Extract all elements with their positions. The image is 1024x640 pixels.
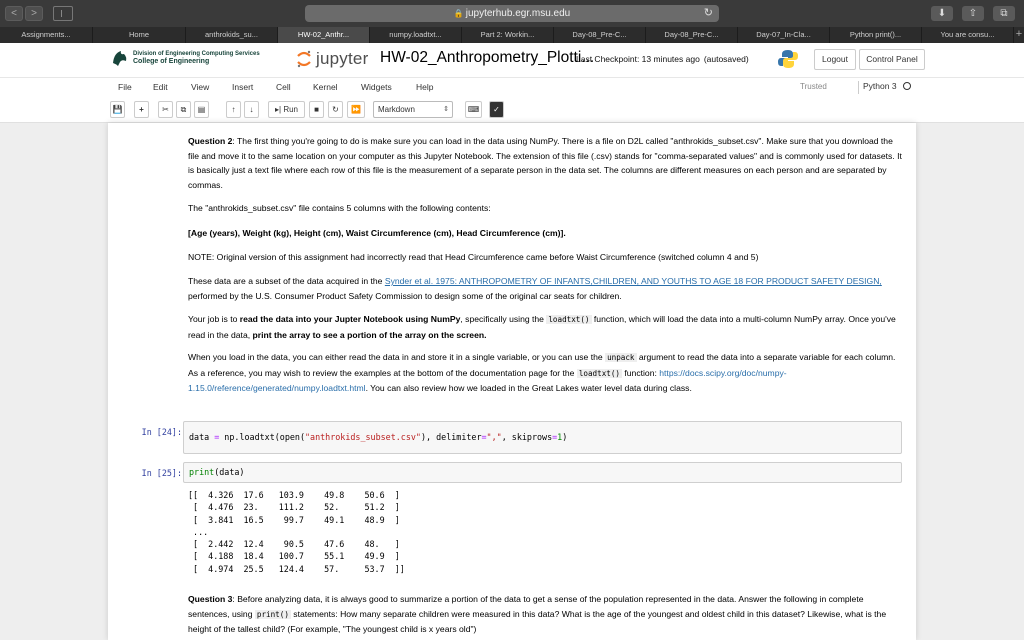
forward-button[interactable]: > bbox=[25, 6, 43, 21]
job-text-a: Your job is to bbox=[188, 314, 240, 324]
control-panel-button[interactable]: Control Panel bbox=[859, 49, 925, 70]
cell-type-value: Markdown bbox=[378, 105, 415, 114]
sidebar-toggle-icon[interactable] bbox=[53, 6, 73, 21]
paste-icon[interactable]: ▤ bbox=[194, 101, 209, 118]
browser-tab[interactable]: anthrokids_su... bbox=[186, 27, 278, 43]
menu-file[interactable]: File bbox=[118, 82, 132, 92]
restart-icon[interactable]: ↻ bbox=[328, 101, 343, 118]
numpy-docs-link[interactable]: https://docs.scipy.org/doc/numpy-1.15.0/reference/generated/numpy.loadtxt.html bbox=[188, 367, 787, 394]
tab-bar bbox=[0, 27, 1024, 43]
trusted-indicator[interactable]: Trusted bbox=[800, 82, 827, 91]
checkpoint-text: Last Checkpoint: 13 minutes ago bbox=[576, 54, 700, 64]
menu-edit[interactable]: Edit bbox=[153, 82, 168, 92]
kernel-indicator bbox=[858, 81, 911, 94]
interrupt-icon[interactable]: ■ bbox=[309, 101, 324, 118]
loadtxt-code: loadtxt() bbox=[548, 315, 590, 324]
code-token: ) bbox=[562, 432, 568, 442]
cut-icon[interactable]: ✂ bbox=[158, 101, 173, 118]
run-button[interactable] bbox=[268, 101, 305, 118]
python-logo-icon bbox=[778, 49, 798, 69]
markdown-cell-q3[interactable] bbox=[188, 592, 902, 637]
address-bar[interactable] bbox=[305, 5, 719, 22]
job-text-c: , specifically using the bbox=[460, 314, 547, 324]
notebook-toolbar bbox=[0, 97, 1024, 123]
browser-tab-active[interactable]: HW-02_Anthr... bbox=[278, 27, 370, 43]
menu-widgets[interactable]: Widgets bbox=[361, 82, 392, 92]
code-token: data bbox=[189, 432, 215, 442]
code-token: ), delimiter bbox=[420, 432, 482, 442]
note-paragraph: NOTE: Original version of this assignment had incorrectly read that Head Circumference came before Waist Circumference (switched column 4 and 5) bbox=[188, 252, 759, 262]
menu-help[interactable]: Help bbox=[416, 82, 434, 92]
question-3-text-b: statements: How many separate children were measured in this data? What is the age of the youngest and oldest child in this dataset? Likewise, what is the height of the tallest child? (For example, "The youngest child is x years old") bbox=[188, 608, 887, 635]
command-palette-icon[interactable]: ⌨ bbox=[465, 101, 482, 118]
code-token: "," bbox=[486, 432, 502, 442]
markdown-cell-q2-intro[interactable] bbox=[188, 134, 902, 192]
autosave-status: (autosaved) bbox=[703, 54, 749, 64]
back-button[interactable]: < bbox=[5, 6, 23, 21]
url-text: jupyterhub.egr.msu.edu bbox=[465, 8, 571, 19]
source-text-a: These data are a subset of the data acquired in the bbox=[188, 276, 385, 286]
unpack-text-d: . You can also review how we loaded in the Great Lakes water level data during class. bbox=[365, 383, 692, 394]
question-2-text: : The first thing you're going to do is make sure you can load in the data using NumPy. There is a file on D2L called "anthrokids_subset.csv". Make sure that you download the file and move it to the same location on your computer as this Jupyter Notebook. The extension of this file (.csv) stands for "comma-separated values" and is commonly used for datasets. It is basically just a text file where each row of this file is the measurement of a separate person in the data set. The columns are different measures on each person and are separated by commas. bbox=[188, 136, 902, 190]
insert-cell-icon[interactable]: + bbox=[134, 101, 149, 118]
job-bold-2: print the array to see a portion of the array on the screen. bbox=[252, 329, 487, 340]
menu-cell[interactable]: Cell bbox=[276, 82, 291, 92]
code-token: (data) bbox=[214, 467, 245, 477]
browser-titlebar bbox=[0, 0, 1024, 27]
browser-tab[interactable]: You are consu... bbox=[922, 27, 1014, 43]
job-paragraph bbox=[188, 312, 902, 342]
job-text-d: function, which will load the data into a multi-column NumPy array. Once you've read in the data, bbox=[188, 314, 896, 340]
move-up-icon[interactable]: ↑ bbox=[226, 101, 241, 118]
checkpoint-status bbox=[576, 54, 749, 64]
unpack-code: unpack bbox=[607, 353, 635, 362]
browser-tab[interactable]: Day-08_Pre-C... bbox=[554, 27, 646, 43]
code-token: "anthrokids_subset.csv" bbox=[305, 432, 421, 442]
markdown-paragraph: The "anthrokids_subset.csv" file contains 5 columns with the following contents: bbox=[188, 203, 491, 213]
browser-tab[interactable]: Python print()... bbox=[830, 27, 922, 43]
browser-tab[interactable]: Part 2: Workin... bbox=[462, 27, 554, 43]
synder-link[interactable]: Synder et al. 1975: ANTHROPOMETRY OF INFANTS,CHILDREN, AND YOUTHS TO AGE 18 FOR PRODUCT SAFETY DESIGN, bbox=[384, 276, 882, 286]
unpack-text-c: function: bbox=[622, 367, 660, 378]
unpack-paragraph bbox=[188, 350, 902, 396]
code-cell-loadtxt[interactable] bbox=[183, 421, 902, 454]
menu-bar bbox=[0, 77, 1024, 97]
jupyter-logo-icon[interactable] bbox=[296, 49, 312, 69]
job-bold-1: read the data into your Jupter Notebook using NumPy bbox=[239, 314, 461, 324]
checkbox-extension-icon[interactable]: ✓ bbox=[489, 101, 504, 118]
kernel-name: Python 3 bbox=[863, 81, 897, 91]
reload-icon[interactable]: ↻ bbox=[703, 7, 713, 19]
select-caret-icon: ⇕ bbox=[443, 106, 449, 113]
code-token: .loadtxt(open( bbox=[234, 432, 305, 442]
logout-button[interactable]: Logout bbox=[814, 49, 856, 70]
unpack-text-b: argument to read the data into a separate variable for each column. As a reference, you may wish to review the examples at the bottom of the documentation page for the bbox=[188, 352, 896, 378]
code-token: print bbox=[189, 467, 215, 477]
copy-icon[interactable]: ⧉ bbox=[176, 101, 191, 118]
code-cell-print[interactable] bbox=[183, 462, 902, 483]
unpack-text-a: When you load in the data, you can either read the data in and store it in a single variable, or you can use the bbox=[188, 352, 606, 362]
data-source-paragraph bbox=[188, 274, 902, 303]
browser-tab[interactable]: numpy.loadtxt... bbox=[370, 27, 462, 43]
msu-spartan-logo-icon bbox=[111, 49, 129, 67]
notebook-name[interactable]: HW-02_Anthropometry_Plotti... bbox=[380, 49, 595, 66]
input-prompt: In [25]: bbox=[141, 468, 182, 478]
question-2-label: Question 2 bbox=[188, 136, 233, 146]
download-icon[interactable]: ⬇ bbox=[931, 6, 953, 21]
save-icon[interactable]: 💾 bbox=[110, 101, 125, 118]
columns-list: [Age (years), Weight (kg), Height (cm), Waist Circumference (cm), Head Circumference (cm)]. bbox=[188, 228, 566, 238]
print-code: print() bbox=[256, 609, 289, 619]
code-token: 1 bbox=[557, 432, 563, 442]
question-3-text-a: : Before analyzing data, it is always good to summarize a portion of the data to get a sense of the population represented in the data. Answer the following in complete sentences, using bbox=[188, 594, 864, 619]
org-name-line2: College of Engineering bbox=[133, 58, 210, 65]
source-text-b: performed by the U.S. Consumer Product Safety Commission to design some of the original car seats for children. bbox=[188, 290, 622, 301]
menu-view[interactable]: View bbox=[191, 82, 210, 92]
run-label: Run bbox=[283, 105, 298, 114]
share-icon[interactable]: ⇧ bbox=[962, 6, 984, 21]
code-token: , skiprows bbox=[501, 432, 553, 442]
code-token: = bbox=[552, 432, 558, 442]
cell-output: [[ 4.326 17.6 103.9 49.8 50.6 ] [ 4.476 23. 111.2 52. 51.2 ] [ 3.841 16.5 99.7 49.1 48.9 ] ... [ 2.442 12.4 90.5 47.6 48. ] [ 4.188 18.4 100.7 55.1 49.9 ] [ 4.974 25.5 124.4 57. 53.7 ]] bbox=[188, 490, 405, 574]
input-prompt: In [24]: bbox=[141, 427, 182, 437]
org-name-line1: Division of Engineering Computing Services bbox=[133, 51, 260, 57]
browser-tab[interactable]: Day-08_Pre-C... bbox=[646, 27, 738, 43]
menu-kernel[interactable]: Kernel bbox=[313, 82, 338, 92]
browser-tab[interactable]: Assignments... bbox=[0, 27, 93, 43]
new-tab-button[interactable]: + bbox=[1015, 28, 1023, 40]
code-token: = bbox=[481, 432, 487, 442]
question-3-label: Question 3 bbox=[188, 594, 233, 604]
browser-tab[interactable]: Day-07_In-Cla... bbox=[738, 27, 830, 43]
move-down-icon[interactable]: ↓ bbox=[244, 101, 259, 118]
org-name bbox=[133, 50, 260, 66]
menu-insert[interactable]: Insert bbox=[232, 82, 254, 92]
loadtxt-code-2: loadtxt() bbox=[578, 368, 620, 378]
cell-type-select[interactable] bbox=[373, 101, 453, 118]
restart-run-all-icon[interactable]: ⏩ bbox=[347, 101, 365, 118]
tabs-overview-icon[interactable]: ⧉ bbox=[993, 6, 1015, 21]
kernel-idle-icon bbox=[903, 82, 911, 90]
code-token: = bbox=[214, 432, 220, 442]
run-icon: ▸| bbox=[274, 105, 282, 114]
code-token: np bbox=[219, 432, 235, 442]
lock-icon: 🔒 bbox=[453, 9, 464, 18]
browser-tab[interactable]: Home bbox=[93, 27, 186, 43]
jupyter-wordmark[interactable]: jupyter bbox=[316, 49, 369, 68]
